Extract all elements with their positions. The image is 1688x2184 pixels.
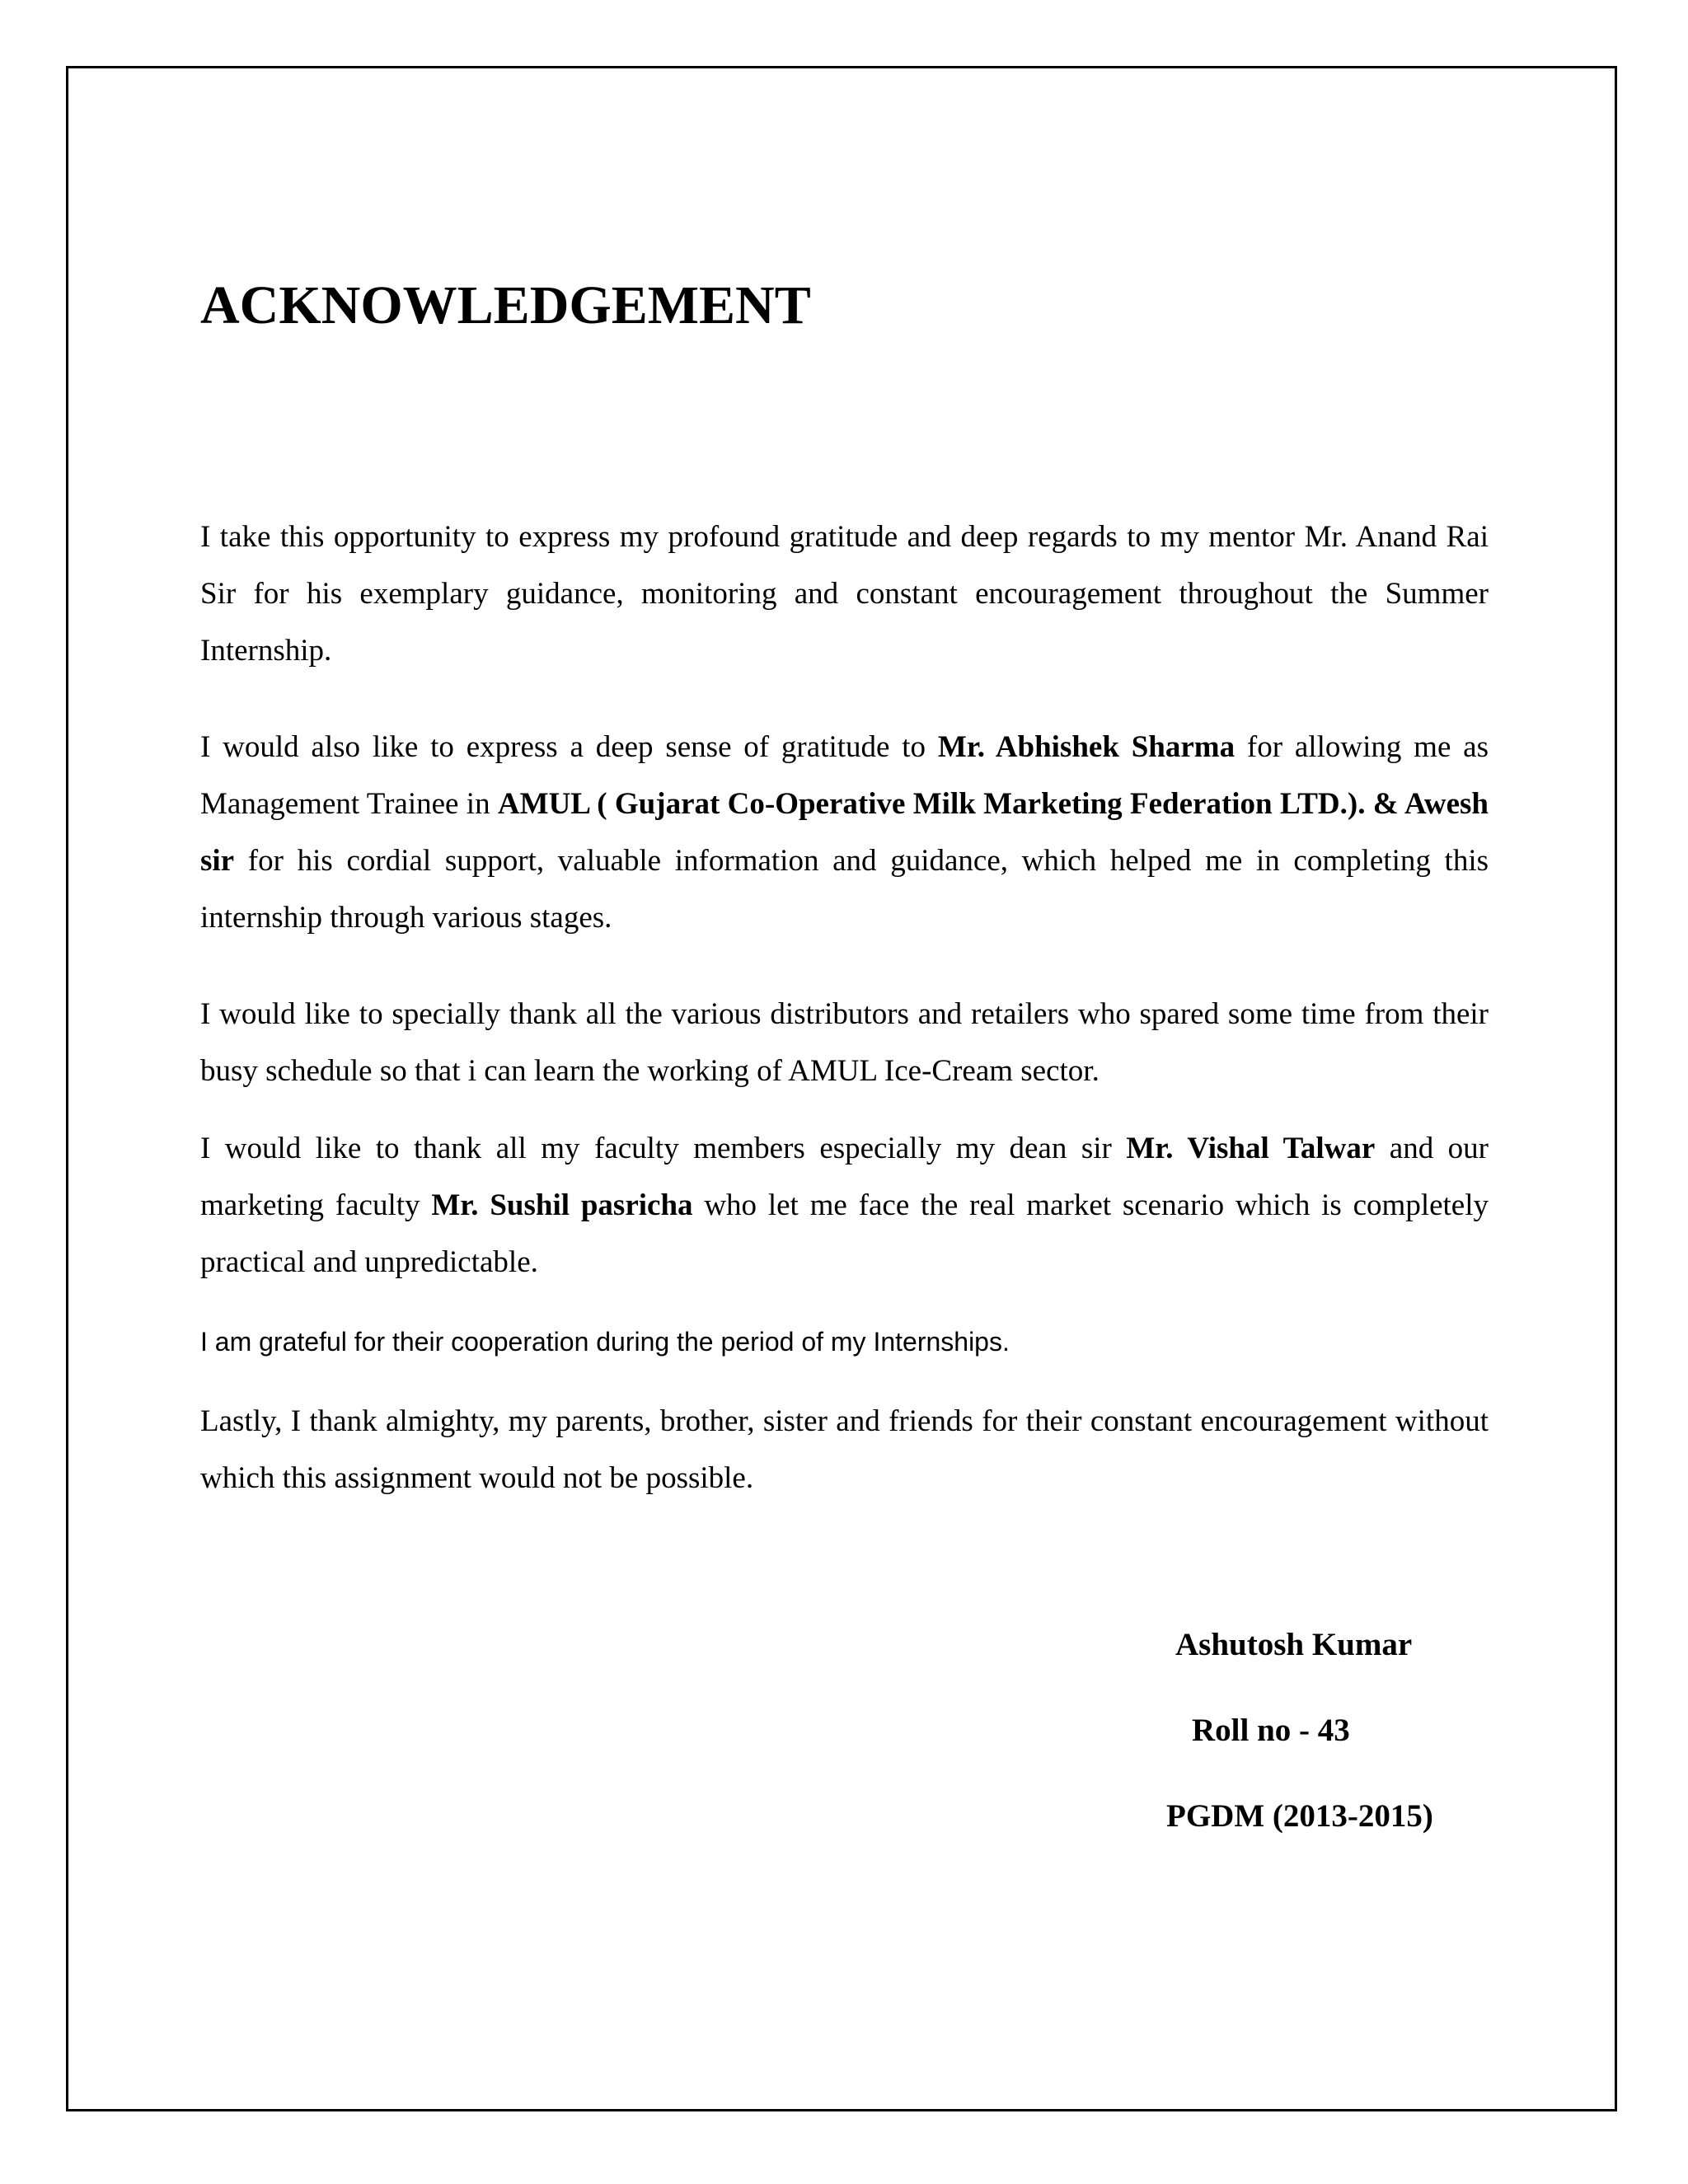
paragraph-text: I would also like to express a deep sense of gratitude to: [200, 730, 938, 764]
paragraph-distributors-thanks: [200, 986, 1489, 1099]
signature-name: Ashutosh Kumar: [1175, 1627, 1413, 1662]
paragraph-text: I would like to specially thank all the various distributors and retailers who spared some time from their busy schedule so that i can learn the working of AMUL Ice-Cream sector.: [200, 997, 1489, 1088]
signature-roll-number: Roll no - 43: [1192, 1713, 1350, 1748]
bold-name-sushil: Mr. Sushil pasricha: [431, 1188, 693, 1222]
signature-program: PGDM (2013-2015): [1166, 1798, 1433, 1834]
paragraph-text: I am grateful for their cooperation during the period of my Internships.: [200, 1327, 1010, 1357]
paragraph-text: for his cordial support, valuable information and guidance, which helped me in completing this internship through various stages.: [200, 844, 1489, 935]
paragraph-mentor-thanks: [200, 509, 1489, 679]
paragraph-text: who let me face the real market scenario which is completely practical and unpredictable.: [200, 1188, 1489, 1279]
bold-name-vishal: Mr. Vishal Talwar: [1126, 1132, 1376, 1165]
paragraph-text: and our marketing faculty: [200, 1132, 1489, 1222]
paragraph-text: for allowing me as Management Trainee in: [200, 730, 1489, 821]
page-title: ACKNOWLEDGEMENT: [200, 275, 811, 335]
paragraph-faculty-thanks: [200, 1120, 1489, 1291]
paragraph-cooperation: [200, 1320, 1489, 1363]
bold-organization-amul: AMUL ( Gujarat Co-Operative Milk Marketing Federation LTD.). & Awesh sir: [200, 787, 1489, 878]
paragraph-text: Lastly, I thank almighty, my parents, brother, sister and friends for their constant encouragement without which this assignment would not be possible.: [200, 1404, 1489, 1495]
paragraph-family-thanks: [200, 1393, 1489, 1507]
paragraph-text: I would like to thank all my faculty members especially my dean sir: [200, 1132, 1127, 1165]
paragraph-organization-thanks: [200, 719, 1489, 946]
bold-name-abhishek: Mr. Abhishek Sharma: [937, 730, 1236, 764]
paragraph-text: I take this opportunity to express my profound gratitude and deep regards to my mentor Mr. Anand Rai Sir for his exemplary guidance, monitoring and constant encouragement throughout the Summer Internship.: [200, 520, 1489, 668]
